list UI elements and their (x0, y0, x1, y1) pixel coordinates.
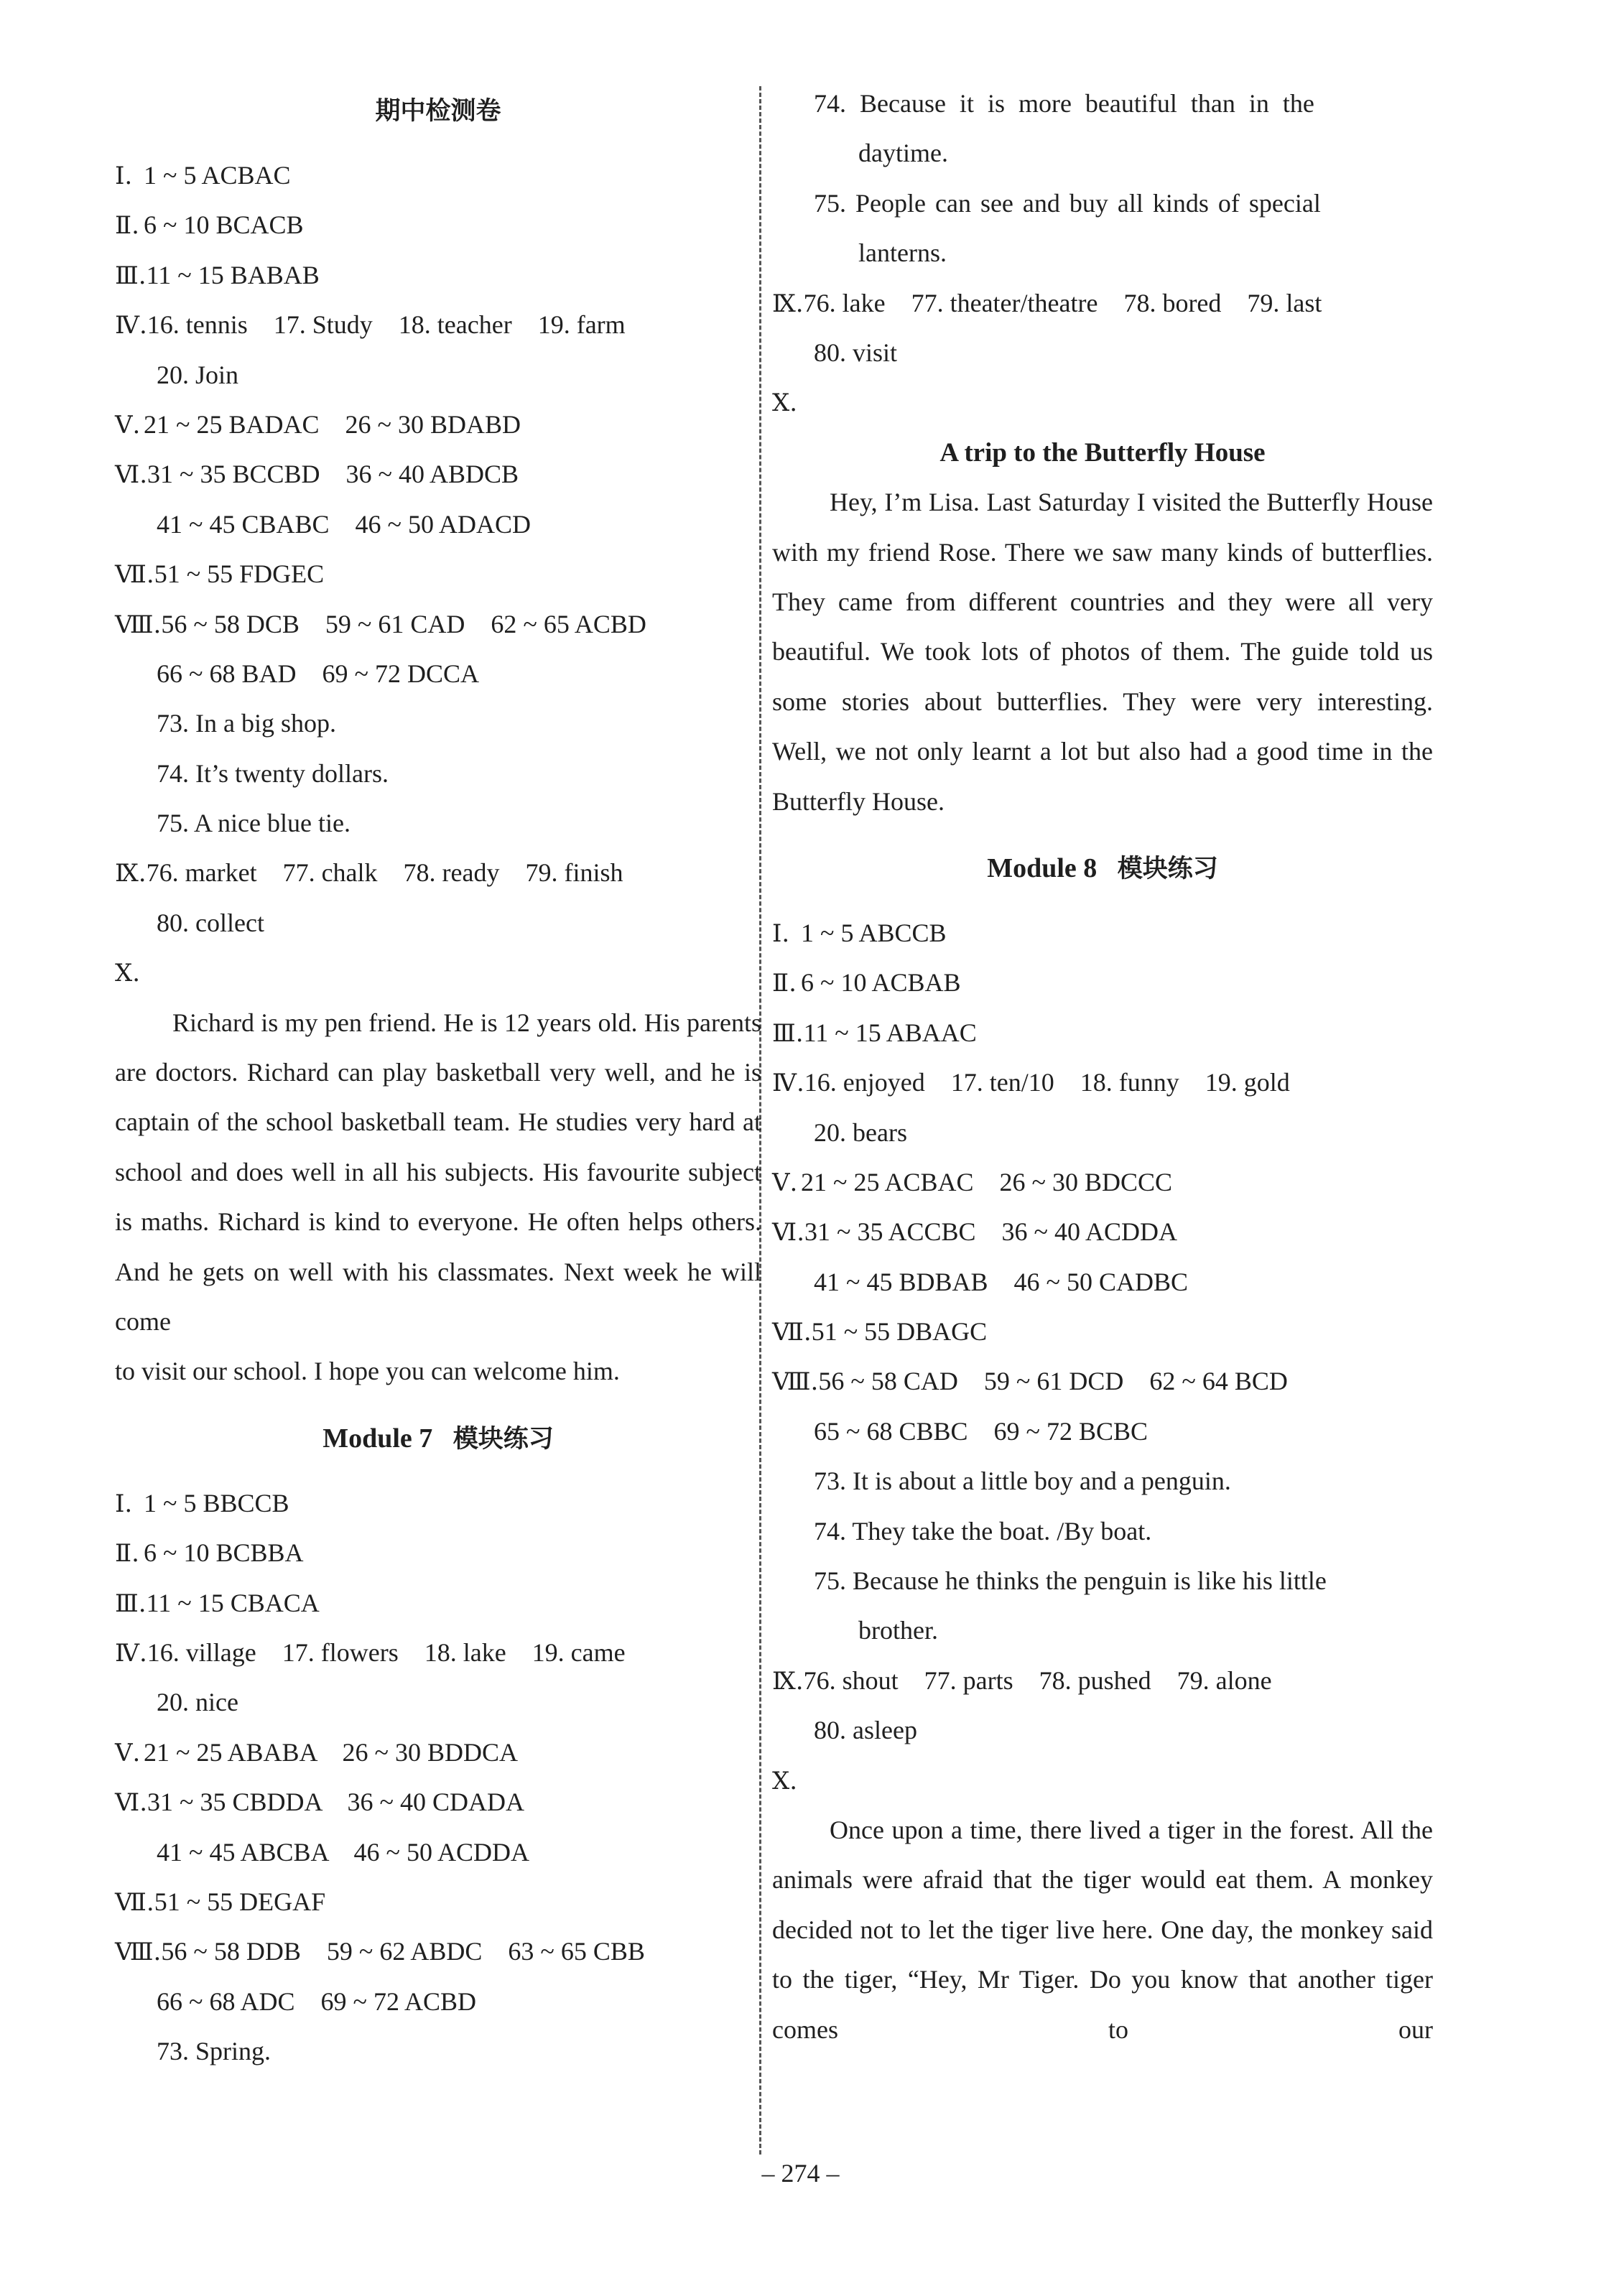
answer-line: Ⅷ.56 ~ 58 CAD 59 ~ 61 DCD 62 ~ 64 BCD (772, 1367, 1288, 1397)
answer-line: Ⅶ.51 ~ 55 DEGAF (115, 1887, 326, 1917)
answer-line: 20. bears (814, 1117, 907, 1147)
answer-line: Ⅰ. 1 ~ 5 BBCCB (115, 1488, 289, 1518)
answer-line: 80. collect (157, 908, 264, 937)
answer-line: Ⅵ.31 ~ 35 CBDDA 36 ~ 40 CDADA (115, 1788, 525, 1818)
answer-line: 66 ~ 68 ADC 69 ~ 72 ACBD (157, 1986, 477, 2016)
answer-line: Ⅸ.76. lake 77. theater/theatre 78. bored 79. last (772, 288, 1322, 318)
answer-line: Ⅲ.11 ~ 15 CBACA (115, 1588, 320, 1618)
answer-line: Ⅸ.76. shout 77. parts 78. pushed 79. alone (772, 1665, 1272, 1696)
answer-line: 80. asleep (814, 1716, 917, 1745)
answer-line: 73. In a big shop. (157, 709, 336, 738)
midterm-title: 期中检测卷 (375, 97, 501, 126)
answer-line: 74. It’s twenty dollars. (157, 758, 389, 788)
answer-line: Ⅶ.51 ~ 55 FDGEC (115, 559, 325, 590)
answer-line: Ⅹ. (772, 1766, 798, 1795)
answer-line: Ⅵ.31 ~ 35 BCCBD 36 ~ 40 ABDCB (115, 460, 519, 490)
answer-line: 41 ~ 45 BDBAB 46 ~ 50 CADBC (814, 1267, 1189, 1296)
answer-line: Ⅲ.11 ~ 15 BABAB (115, 260, 320, 290)
answer-line: Ⅶ.51 ~ 55 DBAGC (772, 1317, 988, 1347)
answer-line: Ⅹ. (772, 389, 798, 418)
answer-line: Ⅱ. 6 ~ 10 BCACB (115, 210, 304, 241)
essay-paragraph: Hey, I’m Lisa. Last Saturday I visited the Butterfly House with my friend Rose. There we saw many kinds of butterflies. They came from different countries and they were all very beautiful. We took lots of photos of them. The guide told us some stories about butterflies. They were very interesting. Well, we not only learnt a lot but also had a good time in the (772, 488, 1433, 766)
essay-title: A trip to the Butterfly House (939, 437, 1266, 468)
answer-line: 75. Because he thinks the penguin is like his little (814, 1566, 1327, 1596)
answer-line: 80. visit (814, 338, 898, 367)
module-8-title: Module 8 模块练习 (987, 852, 1218, 883)
answer-line: 74. They take the boat. /By boat. (814, 1516, 1152, 1546)
answer-line: 73. It is about a little boy and a penguin. (814, 1467, 1231, 1496)
answer-line: daytime. (858, 139, 948, 168)
answer-line: 73. Spring. (157, 2037, 272, 2066)
answer-line: 75. People can see and buy all kinds of special (814, 188, 1321, 218)
answer-line: 41 ~ 45 CBABC 46 ~ 50 ADACD (157, 509, 532, 539)
answer-line: 65 ~ 68 CBBC 69 ~ 72 BCBC (814, 1416, 1148, 1446)
answer-line: 41 ~ 45 ABCBA 46 ~ 50 ACDDA (157, 1837, 530, 1867)
answer-line: Ⅱ. 6 ~ 10 BCBBA (115, 1538, 304, 1568)
answer-line: Ⅴ. 21 ~ 25 ABABA 26 ~ 30 BDDCA (115, 1737, 519, 1767)
answer-line: 66 ~ 68 BAD 69 ~ 72 DCCA (157, 659, 479, 688)
module-7-title: Module 7 模块练习 (322, 1423, 554, 1454)
answer-line: Ⅵ.31 ~ 35 ACCBC 36 ~ 40 ACDDA (772, 1217, 1178, 1247)
answer-line: 20. Join (157, 360, 239, 389)
answer-line: Ⅳ.16. enjoyed 17. ten/10 18. funny 19. gold (772, 1068, 1290, 1098)
answer-line: Ⅲ.11 ~ 15 ABAAC (772, 1018, 977, 1048)
answer-line: Ⅱ. 6 ~ 10 ACBAB (772, 968, 961, 998)
answer-line: 74. Because it is more beautiful than in the (814, 89, 1314, 118)
answer-line: Ⅳ.16. tennis 17. Study 18. teacher 19. farm (115, 310, 626, 340)
essay-paragraph: Once upon a time, there lived a tiger in the forest. All the animals were afraid that the tiger would eat them. A monkey decided not to let the tiger live here. One day, the monkey said to the tiger, “Hey, Mr Tiger. Do you know that another tiger comes to our (772, 1815, 1433, 2044)
answer-line: lanterns. (858, 238, 947, 268)
answer-line: Ⅹ. (115, 959, 141, 988)
answer-line: Ⅳ.16. village 17. flowers 18. lake 19. came (115, 1638, 626, 1668)
answer-line: 75. A nice blue tie. (157, 809, 351, 838)
answer-line: brother. (858, 1616, 938, 1645)
left-column (115, 79, 761, 2077)
answer-line: Ⅷ.56 ~ 58 DDB 59 ~ 62 ABDC 63 ~ 65 CBB (115, 1937, 645, 1967)
answer-line: Ⅴ. 21 ~ 25 BADAC 26 ~ 30 BDABD (115, 409, 521, 440)
answer-line: Ⅷ.56 ~ 58 DCB 59 ~ 61 CAD 62 ~ 65 ACBD (115, 609, 646, 639)
answer-line: Ⅰ. 1 ~ 5 ABCCB (772, 918, 947, 948)
answer-line: 20. nice (157, 1688, 238, 1717)
page-number: – 274 – (761, 2159, 840, 2188)
right-column (772, 79, 1433, 2055)
essay-last-line: to visit our school. I hope you can welcome him. (115, 1357, 620, 1386)
answer-line: Ⅴ. 21 ~ 25 ACBAC 26 ~ 30 BDCCC (772, 1167, 1173, 1197)
answer-line: Ⅰ. 1 ~ 5 ACBAC (115, 161, 291, 190)
answer-line: Ⅸ.76. market 77. chalk 78. ready 79. finish (115, 858, 623, 888)
essay-last-line: Butterfly House. (772, 786, 945, 816)
essay-paragraph: Richard is my pen friend. He is 12 years old. His parents are doctors. Richard can play basketball very well, and he is captain of the school basketball team. He studies very hard at school and does well in all his subjects. His favourite subject is maths. Richard is kind to everyone. He often helps others. And he gets on well with his classmates. Next week he will come (115, 1008, 761, 1337)
